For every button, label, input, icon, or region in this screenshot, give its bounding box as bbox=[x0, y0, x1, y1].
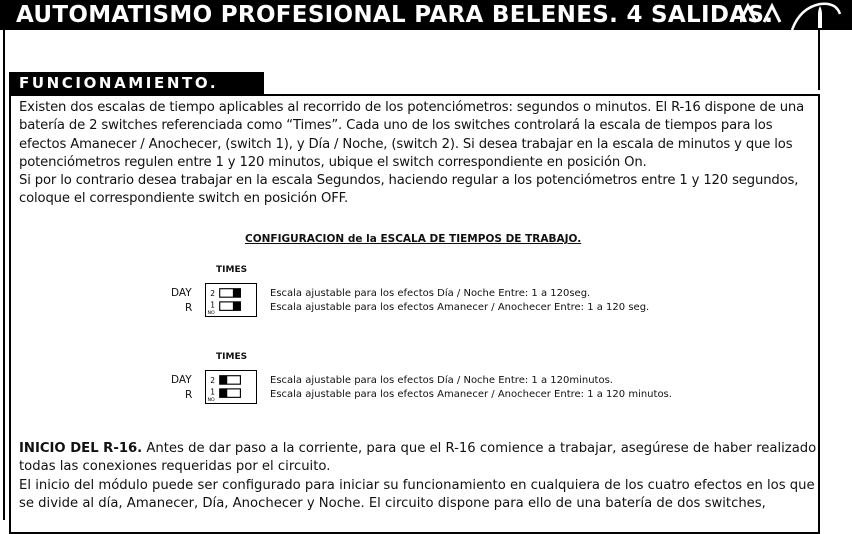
switch-number-1: 1 bbox=[210, 300, 216, 310]
times-label: TIMES bbox=[216, 352, 248, 362]
switch-no-label: NO bbox=[207, 398, 215, 404]
switch-number-1: 1 bbox=[210, 387, 216, 397]
page-title: AUTOMATISMO PROFESIONAL PARA BELENES. 4 SALIDAS. bbox=[16, 2, 774, 28]
switch-no-label: NO bbox=[207, 311, 215, 317]
switch-number-2: 2 bbox=[210, 376, 216, 386]
inicio-line: se divide al día, Amanecer, Día, Anochecer y Noche. El circuito dispone para ello de una batería de dos switches, bbox=[19, 495, 766, 511]
r-label: R bbox=[185, 389, 193, 401]
r-label: R bbox=[185, 302, 193, 314]
switch-2-knob bbox=[220, 376, 228, 384]
switch-1-knob bbox=[233, 302, 241, 310]
switch-1-knob bbox=[220, 389, 228, 397]
minutes-day-desc: Escala ajustable para los efectos Día / Noche Entre: 1 a 120minutos. bbox=[270, 375, 613, 386]
intro-line: batería de 2 switches referenciada como “Times”. Cada uno de los switches controlará la escala de tiempos para los bbox=[19, 118, 773, 134]
inicio-line-rest: Antes de dar paso a la corriente, para que el R-16 comience a trabajar, asegúrese de haber realizado bbox=[142, 441, 817, 456]
intro-line: coloque el correspondiente switch en posición OFF. bbox=[19, 191, 349, 207]
inicio-line: todas las conexiones requeridas por el circuito. bbox=[19, 459, 331, 475]
intro-line: Existen dos escalas de tiempo aplicables al recorrido de los potenciómetros: segundos o minutos. El R-16 dispone de una bbox=[19, 100, 805, 115]
intro-line: efectos Amanecer / Anochecer, (switch 1), y Día / Noche, (switch 2). Si desea trabajar en la escala de minutos y que los bbox=[19, 136, 793, 152]
page-border-right bbox=[818, 30, 820, 90]
minutes-r-desc: Escala ajustable para los efectos Amanecer / Anochecer Entre: 1 a 120 minutos. bbox=[270, 389, 672, 400]
inicio-line: El inicio del módulo puede ser configurado para iniciar su funcionamiento en cualquiera de los cuatro efectos en los que bbox=[19, 477, 815, 493]
section-heading bbox=[9, 72, 264, 94]
switch-number-2: 2 bbox=[210, 289, 216, 299]
section-heading-text: FUNCIONAMIENTO. bbox=[19, 74, 219, 92]
intro-line: potenciómetros regulen entre 1 y 120 minutos, ubique el switch correspondiente en posición On. bbox=[19, 154, 647, 170]
times-label: TIMES bbox=[216, 265, 248, 275]
intro-line: Si por lo contrario desea trabajar en la escala Segundos, haciendo regular a los potenciómetros entre 1 y 120 segundos, bbox=[19, 173, 799, 189]
day-label: DAY bbox=[171, 374, 192, 386]
config-title: CONFIGURACION de la ESCALA DE TIEMPOS DE TRABAJO. bbox=[245, 233, 582, 245]
decorative-logo-icon bbox=[740, 0, 852, 30]
seconds-day-desc: Escala ajustable para los efectos Día / Noche Entre: 1 a 120seg. bbox=[270, 288, 591, 299]
switch-off-diagram bbox=[205, 283, 257, 317]
switch-2-knob bbox=[233, 289, 241, 297]
seconds-r-desc: Escala ajustable para los efectos Amanecer / Anochecer Entre: 1 a 120 seg. bbox=[270, 302, 650, 313]
switch-on-diagram bbox=[205, 370, 257, 404]
intro-paragraph bbox=[19, 99, 819, 209]
inicio-paragraph bbox=[19, 440, 819, 513]
page-border-left bbox=[3, 30, 5, 520]
header-bar bbox=[0, 0, 852, 30]
inicio-line bbox=[19, 440, 819, 458]
inicio-heading: INICIO DEL R-16. bbox=[19, 441, 143, 456]
day-label: DAY bbox=[171, 287, 192, 299]
